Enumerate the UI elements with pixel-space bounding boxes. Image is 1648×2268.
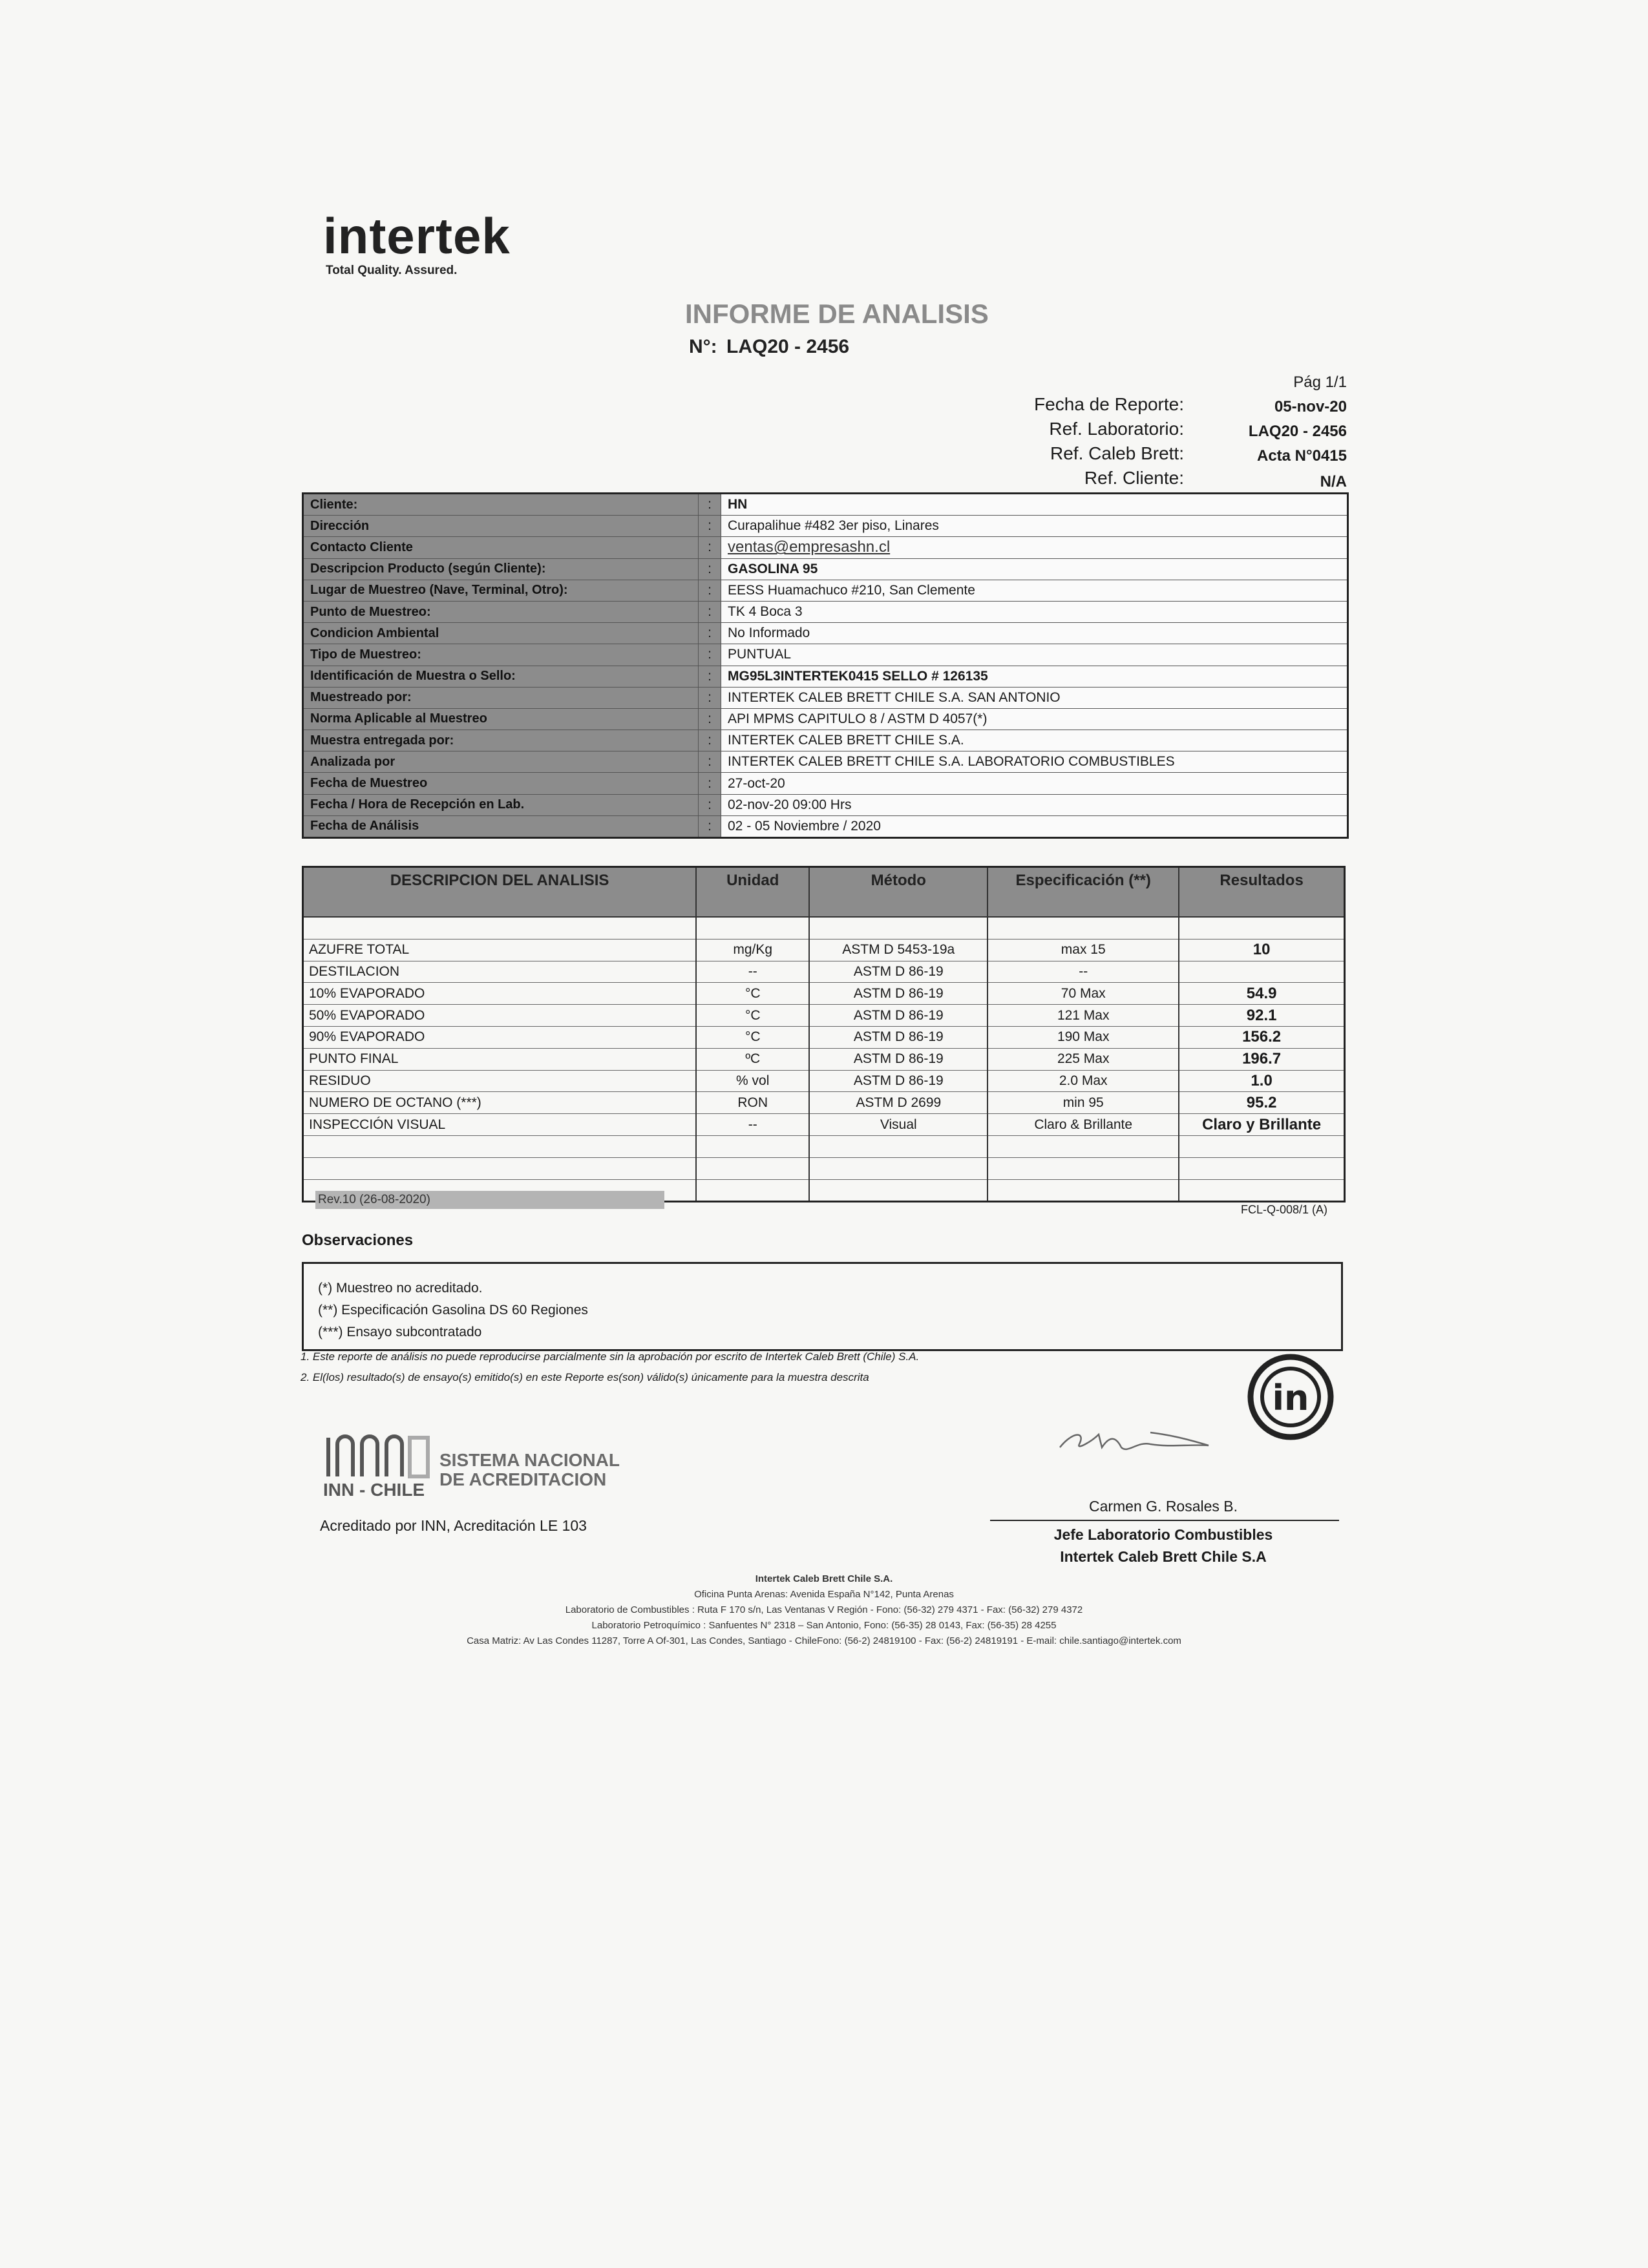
col-method: Método xyxy=(809,867,988,918)
analysis-result xyxy=(1179,1179,1344,1202)
analysis-unit: RON xyxy=(696,1092,809,1114)
col-specification: Especificación (**) xyxy=(988,867,1179,918)
colon-separator: : xyxy=(699,644,721,666)
colon-separator: : xyxy=(699,494,721,516)
analysis-description: 10% EVAPORADO xyxy=(303,983,697,1005)
client-info-value: MG95L3INTERTEK0415 SELLO # 126135 xyxy=(721,666,1348,687)
analysis-result: 54.9 xyxy=(1179,983,1344,1005)
col-unit: Unidad xyxy=(696,867,809,918)
client-info-value: GASOLINA 95 xyxy=(721,558,1348,580)
client-info-row xyxy=(303,558,1348,580)
analysis-specification: -- xyxy=(988,961,1179,983)
header-value-caleb-ref: Acta N°0415 xyxy=(1256,447,1347,465)
colon-separator: : xyxy=(699,601,721,622)
header-value-client-ref: N/A xyxy=(1320,473,1347,490)
analysis-description: NUMERO DE OCTANO (***) xyxy=(303,1092,697,1114)
analysis-method: Visual xyxy=(809,1114,988,1136)
header-label-report-date: Fecha de Reporte: xyxy=(1034,394,1184,414)
header-label-lab-ref: Ref. Laboratorio: xyxy=(1049,419,1184,439)
client-info-label: Fecha de Muestreo xyxy=(303,773,699,794)
client-info-label: Dirección xyxy=(303,516,699,537)
analysis-method: ASTM D 2699 xyxy=(809,1092,988,1114)
inn-logo-icon xyxy=(323,1431,433,1483)
colon-separator: : xyxy=(699,773,721,794)
colon-separator: : xyxy=(699,580,721,601)
colon-separator: : xyxy=(699,730,721,751)
client-info-label: Descripcion Producto (según Cliente): xyxy=(303,558,699,580)
analysis-row xyxy=(303,939,1345,961)
analysis-description: INSPECCIÓN VISUAL xyxy=(303,1114,697,1136)
analysis-result xyxy=(1179,1157,1344,1179)
analysis-unit xyxy=(696,1157,809,1179)
inn-name-line2: DE ACREDITACION xyxy=(439,1469,607,1489)
colon-separator: : xyxy=(699,623,721,644)
client-info-row xyxy=(303,751,1348,773)
note-line: 2. El(los) resultado(s) de ensayo(s) emitido(s) en este Reporte es(son) válido(s) únicamente para la muestra descrita xyxy=(301,1371,869,1383)
client-info-row xyxy=(303,666,1348,687)
analysis-result xyxy=(1179,1135,1344,1157)
page-indicator: Pág 1/1 xyxy=(1293,373,1347,391)
analysis-method xyxy=(809,917,988,939)
client-info-label: Tipo de Muestreo: xyxy=(303,644,699,666)
client-info-row xyxy=(303,815,1348,837)
analysis-unit: -- xyxy=(696,961,809,983)
analysis-description: PUNTO FINAL xyxy=(303,1048,697,1070)
analysis-row xyxy=(303,1114,1345,1136)
client-info-value: INTERTEK CALEB BRETT CHILE S.A. xyxy=(721,730,1348,751)
col-description: DESCRIPCION DEL ANALISIS xyxy=(303,867,697,918)
analysis-unit: °C xyxy=(696,1005,809,1027)
analysis-unit xyxy=(696,1135,809,1157)
client-info-label: Identificación de Muestra o Sello: xyxy=(303,666,699,687)
analysis-row xyxy=(303,1157,1345,1179)
analysis-row xyxy=(303,1026,1345,1048)
client-info-value: 27-oct-20 xyxy=(721,773,1348,794)
form-code: FCL-Q-008/1 (A) xyxy=(1241,1203,1328,1216)
analysis-specification: 2.0 Max xyxy=(988,1070,1179,1092)
analysis-unit: °C xyxy=(696,1026,809,1048)
analysis-specification: Claro & Brillante xyxy=(988,1114,1179,1136)
analysis-specification xyxy=(988,1157,1179,1179)
analysis-result: 1.0 xyxy=(1179,1070,1344,1092)
report-number-value: LAQ20 - 2456 xyxy=(726,336,850,357)
client-info-value: INTERTEK CALEB BRETT CHILE S.A. SAN ANTONIO xyxy=(721,687,1348,708)
analysis-description: RESIDUO xyxy=(303,1070,697,1092)
client-info-row xyxy=(303,773,1348,794)
colon-separator: : xyxy=(699,516,721,537)
analysis-row xyxy=(303,1135,1345,1157)
client-info-row xyxy=(303,537,1348,558)
client-info-label: Fecha / Hora de Recepción en Lab. xyxy=(303,794,699,815)
analysis-row xyxy=(303,1092,1345,1114)
analysis-method: ASTM D 86-19 xyxy=(809,983,988,1005)
client-info-label: Lugar de Muestreo (Nave, Terminal, Otro): xyxy=(303,580,699,601)
footer-line: Oficina Punta Arenas: Avenida España N°142, Punta Arenas xyxy=(694,1589,954,1600)
colon-separator: : xyxy=(699,537,721,558)
analysis-method xyxy=(809,1179,988,1202)
client-info-label: Analizada por xyxy=(303,751,699,773)
client-info-label: Cliente: xyxy=(303,494,699,516)
analysis-result xyxy=(1179,917,1344,939)
client-info-label: Norma Aplicable al Muestreo xyxy=(303,708,699,730)
client-info-label: Contacto Cliente xyxy=(303,537,699,558)
client-info-label: Punto de Muestreo: xyxy=(303,601,699,622)
analysis-unit: °C xyxy=(696,983,809,1005)
analysis-unit: % vol xyxy=(696,1070,809,1092)
observation-line: (***) Ensayo subcontratado xyxy=(318,1325,482,1339)
analysis-method: ASTM D 86-19 xyxy=(809,1070,988,1092)
client-info-value: HN xyxy=(721,494,1348,516)
client-info-row xyxy=(303,708,1348,730)
analysis-description: DESTILACION xyxy=(303,961,697,983)
client-info-label: Fecha de Análisis xyxy=(303,815,699,837)
analysis-method xyxy=(809,1157,988,1179)
revision-label: Rev.10 (26-08-2020) xyxy=(315,1191,664,1209)
analysis-specification: 225 Max xyxy=(988,1048,1179,1070)
accreditation-text: Acreditado por INN, Acreditación LE 103 xyxy=(320,1517,587,1534)
analysis-result: 92.1 xyxy=(1179,1005,1344,1027)
analysis-method: ASTM D 86-19 xyxy=(809,961,988,983)
analysis-header-row xyxy=(303,867,1345,918)
analysis-row xyxy=(303,1048,1345,1070)
inn-short: INN - CHILE xyxy=(323,1480,425,1500)
client-info-value: TK 4 Boca 3 xyxy=(721,601,1348,622)
client-info-value: No Informado xyxy=(721,623,1348,644)
inn-name-line1: SISTEMA NACIONAL xyxy=(439,1450,620,1470)
colon-separator: : xyxy=(699,666,721,687)
analysis-description: 50% EVAPORADO xyxy=(303,1005,697,1027)
observations-box xyxy=(302,1262,1343,1351)
analysis-description xyxy=(303,917,697,939)
colon-separator: : xyxy=(699,815,721,837)
analysis-result: 196.7 xyxy=(1179,1048,1344,1070)
client-info-value: PUNTUAL xyxy=(721,644,1348,666)
signature-icon xyxy=(1053,1418,1247,1464)
report-title: INFORME DE ANALISIS xyxy=(685,299,989,329)
client-info-value: 02 - 05 Noviembre / 2020 xyxy=(721,815,1348,837)
certification-seal-icon xyxy=(1244,1350,1338,1444)
client-info-row xyxy=(303,730,1348,751)
observations-title: Observaciones xyxy=(302,1232,414,1249)
client-info-label: Muestreado por: xyxy=(303,687,699,708)
report-number xyxy=(685,336,849,358)
analysis-method: ASTM D 86-19 xyxy=(809,1026,988,1048)
analysis-result: 95.2 xyxy=(1179,1092,1344,1114)
analysis-table xyxy=(302,866,1346,1202)
observation-line: (**) Especificación Gasolina DS 60 Regiones xyxy=(318,1303,588,1318)
col-results: Resultados xyxy=(1179,867,1344,918)
analysis-specification: 121 Max xyxy=(988,1005,1179,1027)
analysis-specification: 190 Max xyxy=(988,1026,1179,1048)
client-info-value: EESS Huamachuco #210, San Clemente xyxy=(721,580,1348,601)
analysis-specification xyxy=(988,1179,1179,1202)
client-info-value: 02-nov-20 09:00 Hrs xyxy=(721,794,1348,815)
client-info-label: Condicion Ambiental xyxy=(303,623,699,644)
colon-separator: : xyxy=(699,558,721,580)
analysis-unit xyxy=(696,1179,809,1202)
analysis-unit: mg/Kg xyxy=(696,939,809,961)
analysis-description xyxy=(303,1157,697,1179)
analysis-unit xyxy=(696,917,809,939)
observation-line: (*) Muestreo no acreditado. xyxy=(318,1281,483,1296)
analysis-row xyxy=(303,983,1345,1005)
client-info-row xyxy=(303,580,1348,601)
header-value-report-date: 05-nov-20 xyxy=(1274,398,1347,415)
contact-email-link[interactable]: ventas@empresashn.cl xyxy=(721,537,1348,558)
analysis-description xyxy=(303,1135,697,1157)
analysis-row xyxy=(303,961,1345,983)
colon-separator: : xyxy=(699,794,721,815)
intertek-logo: intertek xyxy=(323,207,511,264)
analysis-specification: 70 Max xyxy=(988,983,1179,1005)
analysis-description: AZUFRE TOTAL xyxy=(303,939,697,961)
colon-separator: : xyxy=(699,751,721,773)
colon-separator: : xyxy=(699,708,721,730)
report-number-label: N°: xyxy=(689,336,717,357)
header-label-caleb-ref: Ref. Caleb Brett: xyxy=(1050,443,1184,463)
analysis-specification xyxy=(988,1135,1179,1157)
header-label-client-ref: Ref. Cliente: xyxy=(1084,468,1184,488)
svg-text:in: in xyxy=(1272,1378,1309,1418)
signer-title: Jefe Laboratorio Combustibles xyxy=(1053,1526,1273,1543)
logo-tagline: Total Quality. Assured. xyxy=(326,264,458,277)
note-line: 1. Este reporte de análisis no puede reproducirse parcialmente sin la aprobación por escrito de Intertek Caleb Brett (Chile) S.A. xyxy=(301,1350,920,1363)
inn-name xyxy=(439,1451,620,1489)
analysis-unit: ºC xyxy=(696,1048,809,1070)
signature-line xyxy=(990,1520,1339,1521)
client-info-row xyxy=(303,687,1348,708)
client-info-label: Muestra entregada por: xyxy=(303,730,699,751)
analysis-specification: max 15 xyxy=(988,939,1179,961)
analysis-result: 156.2 xyxy=(1179,1026,1344,1048)
header-value-lab-ref: LAQ20 - 2456 xyxy=(1248,423,1347,440)
client-info-row xyxy=(303,623,1348,644)
client-info-table xyxy=(302,492,1349,839)
analysis-row xyxy=(303,1005,1345,1027)
analysis-result: 10 xyxy=(1179,939,1344,961)
footer-line: Laboratorio de Combustibles : Ruta F 170 s/n, Las Ventanas V Región - Fono: (56-32) 279 4371 - Fax: (56-32) 279 4372 xyxy=(565,1604,1083,1615)
analysis-unit: -- xyxy=(696,1114,809,1136)
analysis-method xyxy=(809,1135,988,1157)
footer-line: Casa Matriz: Av Las Condes 11287, Torre A Of-301, Las Condes, Santiago - ChileFono: (56-2) 24819100 - Fax: (56-2) 24819191 - E-mail: chile.santiago@intertek.com xyxy=(467,1635,1181,1646)
analysis-specification: min 95 xyxy=(988,1092,1179,1114)
analysis-method: ASTM D 5453-19a xyxy=(809,939,988,961)
analysis-method: ASTM D 86-19 xyxy=(809,1005,988,1027)
signer-name: Carmen G. Rosales B. xyxy=(1088,1498,1238,1515)
client-info-value: API MPMS CAPITULO 8 / ASTM D 4057(*) xyxy=(721,708,1348,730)
signer-company: Intertek Caleb Brett Chile S.A xyxy=(1060,1548,1267,1565)
analysis-description: 90% EVAPORADO xyxy=(303,1026,697,1048)
footer-line: Laboratorio Petroquímico : Sanfuentes N° 2318 – San Antonio, Fono: (56-35) 28 0143, Fax: (56-35) 28 4255 xyxy=(591,1620,1057,1631)
footer-line: Intertek Caleb Brett Chile S.A. xyxy=(755,1573,893,1584)
analysis-specification xyxy=(988,917,1179,939)
analysis-result xyxy=(1179,961,1344,983)
analysis-result: Claro y Brillante xyxy=(1179,1114,1344,1136)
analysis-row xyxy=(303,917,1345,939)
client-info-row xyxy=(303,794,1348,815)
analysis-row xyxy=(303,1070,1345,1092)
client-info-row xyxy=(303,516,1348,537)
analysis-method: ASTM D 86-19 xyxy=(809,1048,988,1070)
client-info-row xyxy=(303,644,1348,666)
client-info-value: INTERTEK CALEB BRETT CHILE S.A. LABORATORIO COMBUSTIBLES xyxy=(721,751,1348,773)
client-info-value: Curapalihue #482 3er piso, Linares xyxy=(721,516,1348,537)
colon-separator: : xyxy=(699,687,721,708)
client-info-row xyxy=(303,494,1348,516)
client-info-row xyxy=(303,601,1348,622)
signer-role xyxy=(989,1524,1338,1568)
